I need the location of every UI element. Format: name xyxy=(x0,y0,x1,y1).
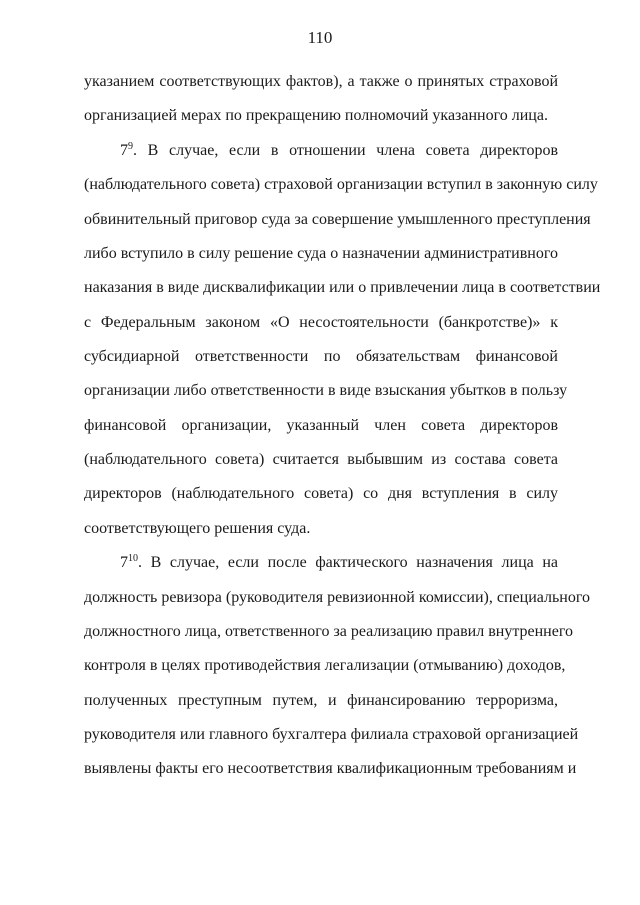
paragraph-3-line-1 xyxy=(120,553,558,573)
paragraph-2-line-5: наказания в виде дисквалификации или о привлечении лица в соответствии xyxy=(84,279,601,296)
paragraph-2-line-11: директоров (наблюдательного совета) со дня вступления в силу xyxy=(84,485,558,502)
paragraph-3-line-4: контроля в целях противодействия легализации (отмыванию) доходов, xyxy=(84,657,566,674)
paragraph-2-number: 7 xyxy=(120,142,128,159)
paragraph-2-line-3: обвинительный приговор суда за совершение умышленного преступления xyxy=(84,211,591,228)
paragraph-3-line-5: полученных преступным путем, и финансированию терроризма, xyxy=(84,692,558,709)
paragraph-3-number-superscript: 10 xyxy=(128,553,138,564)
paragraph-3-line-3: должностного лица, ответственного за реализацию правил внутреннего xyxy=(84,623,574,640)
paragraph-2-line-6: с Федеральным законом «О несостоятельности (банкротстве)» к xyxy=(84,314,558,331)
paragraph-2-line-10: (наблюдательного совета) считается выбывшим из состава совета xyxy=(84,451,558,468)
page-number: 110 xyxy=(307,28,333,47)
paragraph-3-line-6: руководителя или главного бухгалтера филиала страховой организацией xyxy=(84,726,579,743)
paragraph-3-line-2: должность ревизора (руководителя ревизионной комиссии), специального xyxy=(84,589,590,606)
paragraph-2-line-2: (наблюдательного совета) страховой организации вступил в законную силу xyxy=(84,176,598,193)
paragraph-3-number: 7 xyxy=(120,554,128,571)
paragraph-1-line-2: организацией мерах по прекращению полномочий указанного лица. xyxy=(84,107,548,124)
paragraph-2-line-12: соответствующего решения суда. xyxy=(84,520,311,537)
paragraph-2-line-9: финансовой организации, указанный член совета директоров xyxy=(84,417,558,434)
paragraph-1-line-1: указанием соответствующих фактов), а также о принятых страховой xyxy=(84,73,558,90)
paragraph-2-line-1 xyxy=(120,141,558,161)
paragraph-3-first-line-text: . В случае, если после фактического назначения лица на xyxy=(138,554,558,571)
paragraph-3-line-7: выявлены факты его несоответствия квалификационным требованиям и xyxy=(84,760,577,777)
paragraph-2-line-4: либо вступило в силу решение суда о назначении административного xyxy=(84,245,558,262)
paragraph-2-line-8: организации либо ответственности в виде взыскания убытков в пользу xyxy=(84,382,568,399)
paragraph-2-line-7: субсидиарной ответственности по обязательствам финансовой xyxy=(84,348,558,365)
paragraph-2-number-superscript: 9 xyxy=(128,141,133,152)
paragraph-2-first-line-text: . В случае, если в отношении члена совета директоров xyxy=(133,142,558,159)
